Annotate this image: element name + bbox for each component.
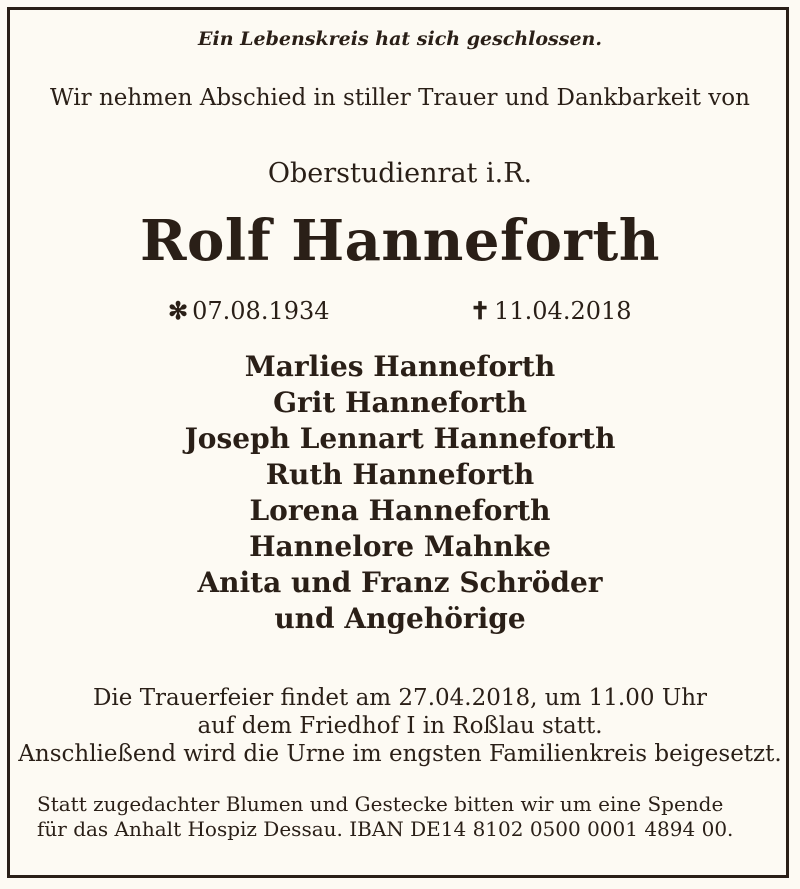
mourner: Grit Hanneforth [273, 386, 527, 419]
mourner: Marlies Hanneforth [244, 350, 556, 383]
donation-info [37, 792, 777, 842]
motto: Ein Lebenskreis hat sich geschlossen. [198, 28, 602, 50]
service-line: Die Trauerfeier findet am 27.04.2018, um 11.00 Uhr [92, 685, 708, 711]
birth-star-icon: ✻ [168, 296, 189, 325]
mourner: Joseph Lennart Hanneforth [184, 422, 616, 455]
mourner: und Angehörige [274, 602, 526, 635]
donation-line: für das Anhalt Hospiz Dessau. IBAN DE14 8102 0500 0001 4894 00. [37, 817, 734, 841]
mourner: Anita und Franz Schröder [197, 566, 603, 599]
mourner: Lorena Hanneforth [249, 494, 551, 527]
mourner: Hannelore Mahnke [249, 530, 551, 563]
mourners-list [0, 349, 800, 637]
service-line: auf dem Friedhof I in Roßlau statt. [197, 713, 603, 739]
birth-date-group [168, 296, 330, 325]
donation-line: Statt zugedachter Blumen und Gestecke bitten wir um eine Spende [37, 792, 724, 816]
service-line: Anschließend wird die Urne im engsten Familienkreis beigesetzt. [18, 741, 782, 767]
mourner: Ruth Hanneforth [265, 458, 535, 491]
birth-date: 07.08.1934 [192, 297, 330, 325]
intro-text: Wir nehmen Abschied in stiller Trauer und Dankbarkeit von [50, 85, 750, 111]
death-date-group [470, 296, 632, 325]
death-date: 11.04.2018 [494, 297, 632, 325]
deceased-name: Rolf Hanneforth [139, 208, 661, 274]
death-cross-icon: ✝ [470, 296, 491, 325]
deceased-title: Oberstudienrat i.R. [267, 158, 533, 189]
service-info [0, 684, 800, 768]
